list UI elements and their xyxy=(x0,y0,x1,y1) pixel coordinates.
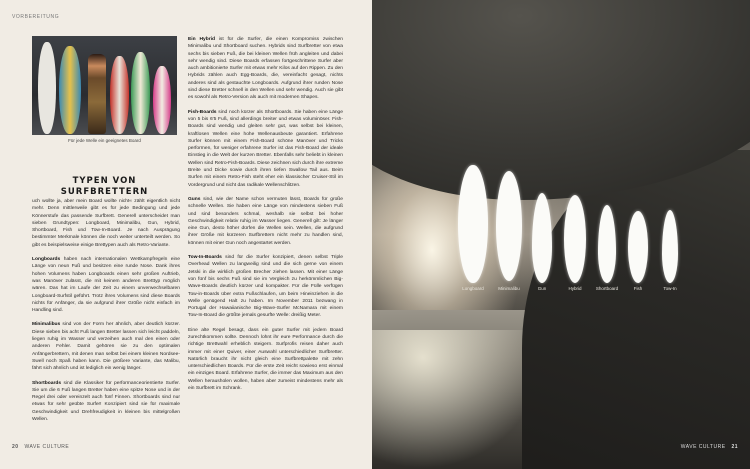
paragraph-conclusion: Eine alte Regel besagt, dass ein guter Surfer mit jedem Board zurechtkommen sollte. Dennoch lohnt ihr eure Performance durch die richtige Brettwahl erheblich steigern. Surfprofis reisen daher auch immer mit einer Quiver, einer Auswahl unterschiedlicher Surfbretter. Natürlich braucht ihr nicht gleich eine Surfbrettpalette mit zehn unterschiedlichen Boards. Für die erste Zeit reicht sowieso erst einmal ein einziges Board. Erfahrene Surfer, die immer das Maximum aus den Wellen herausholen wollen, haben aber zumeist mindestens mehr als ein Surfbrett im Schrank. xyxy=(188,327,343,392)
heading-line-2: SURFBRETTERN xyxy=(60,187,149,197)
paragraph-hybrid: Ein Hybrid ist für die Surfer, die einen Kompromiss zwischen Minimalibu und Shortboard suchen. Hybrids sind Surfbretter von etwa sechs bis sieben Fuß, die bei kleinen Wellen früh angleiten und dabei sehr wendig sind. Diese Boards erfassen fortgeschrittene Surfer aber auch ambitionierte Surfer mit etwas mehr Kilos auf den Rippen. Zu den Hybrids zählen auch Egg-Boards, die, vereinfacht gesagt, nichts anderes sind als gestauchte Longboards. Aufgrund ihrer runden Nose sind diese Bretter schnell in den Wellen und sehr wendig. Auch sie gibt es sowohl als Retro-Version als auch mit modernen Shapes. xyxy=(188,37,343,101)
board-shape-gun xyxy=(532,193,552,283)
board-label: Tow-In xyxy=(663,286,677,291)
surfboards-photo xyxy=(32,36,177,135)
left-magazine-name: WAVE CULTURE xyxy=(24,444,70,450)
paragraph-minimalibus: Minimalibus sind von der Form her ähnlich, aber deutlich kürzer. Diese sieben bis acht Fuß langen Bretter lassen sich leicht paddeln, liegen ruhig im Wasser und verzeihen auch mal den einen oder anderen Fehler. Damit gehören sie zu den optimalen Anfängerbrettern, mit denen man selbst bei einem kleinen Nordsee-Swell noch Spaß haben kann. Die größere Variante, das Malibu, fährt sich ähnlich und ist lediglich ein wenig länger. xyxy=(32,322,180,372)
board-shape-hybrid xyxy=(564,195,586,283)
board-shape-fish xyxy=(628,211,648,283)
paragraph-shortboards: Shortboards sind die Klassiker für performanceorientierte Surfer. Sie um die 6 Fuß langen Bretter haben eine spitze Nose und in der Regel drei oder vereinzelt auch fünf Finnen. Shortboards sind nur etwas für sehr geübte Surfer! Konzipiert sind sie für maximale Geschwindigkeit und Drehfreudigkeit in kleinen bis mittelgroßen Wellen. xyxy=(32,380,180,423)
photo-caption: Für jede Welle ein geeignetes Board xyxy=(68,138,141,143)
right-magazine-name: WAVE CULTURE xyxy=(680,444,726,450)
board-label: Minimalibu xyxy=(498,286,520,291)
board-label: Fish xyxy=(633,286,643,291)
board-label: Gun xyxy=(537,286,547,291)
left-page-number: 20 xyxy=(12,444,19,450)
right-folio xyxy=(681,444,738,450)
paragraph-intro: uch wollte ja, aber mein Board wollte nicht« zählt eigentlich nicht mehr. Denn mittlerweile gibt es für jede Bedingung und jede Könnerstufe das passende Surfbrett. Generell unterscheidet man sieben Grundtypen: Longboard, Minimalibu, Gun, Hybrid, Shortboard, Fish und Tow-In-Board. Je nach Ausprägung bestimmter Merkmale können die noch weiter unterteilt werden. So gibt es beispielsweise einige Brettypen auch als Retro-Variante. xyxy=(32,199,180,248)
board-label: Hybrid xyxy=(568,286,582,291)
paragraph-longboards: Longboards haben nach internationalen Wettkampfregeln eine Länge von neun Fuß und besitzen eine runde Nose. Dank ihres hohen Volumens haben Longboards einen sehr großen Auftrieb, was Manöver zulässt, die mit keinem anderen Bretttyp möglich wären. Das hat im Laufe der Zeit zu einem unverwechselbaren Longboard-Surfstil geführt. Trotz ihres Volumens sind diese Boards nichts für Anfänger, da sie aufgrund ihrer Größe nicht einfach im Handling sind. xyxy=(32,257,180,314)
paragraph-guns: Guns sind, wie der Name schon vermuten lässt, Boards für große schnelle Wellen. Sie haben eine Länge von mindestens sieben Fuß und sind besonders schmal, weshalb sie selbst bei hoher Geschwindigkeit relativ ruhig im Wasser liegen. Generell gilt: Je länger eine Gun, desto höher dürfen die Wellen sein. Wellen, die aufgrund ihrer Größe mit kürzeren Surfbrettern nicht mehr zu handlen sind, können mit einer Gun noch angestartet werden. xyxy=(188,196,343,246)
board-label: Shortboard xyxy=(595,286,619,291)
board-shape-longboard xyxy=(458,165,488,283)
left-folio xyxy=(12,444,69,450)
section-header: VORBEREITUNG xyxy=(12,14,60,20)
board-label: Longboard xyxy=(462,286,484,291)
paragraph-tow-in: Tow-In-Boards sind für die Surfer konzipiert, denen selbst Triple Overhead Wellen zu langweilig sind und die sich gerne von einem Jetski in die wirklich großen Brecher ziehen lassen. Mit einer Länge von fünf bis sechs Fuß sind sie im Vergleich zu herkömmlichen Big-Wave-Boards deutlich kürzer und kompakter. Für die Fülle verfügen Tow-in-Boards über extra Fußschlaufen, um beim Hineinziehen in die Welle genügend Halt zu haben. Im November 2011 bezwang in Portugal der Hawaiianische Big-Wave-Surfer McNamara mit einem Tow-In-Board die größte jemals gesurfte Welle: dreißig Meter. xyxy=(188,255,343,319)
board-shape-shortboard xyxy=(598,205,616,283)
section-heading xyxy=(32,176,177,198)
board-shape-tow-in xyxy=(662,210,678,283)
middle-text-column xyxy=(188,36,343,454)
right-page-number: 21 xyxy=(731,444,738,450)
left-page xyxy=(0,0,372,469)
sun-glare xyxy=(372,330,542,469)
board-shapes-lineup xyxy=(456,165,696,295)
heading-line-1: TYPEN VON xyxy=(72,176,137,186)
board-shape-minimalibu xyxy=(496,171,522,281)
right-page-wave-photo xyxy=(372,0,750,469)
left-text-column xyxy=(32,198,180,453)
paragraph-fish: Fish-Boards sind noch kürzer als Shortboards. Sie haben eine Länge von 5 bis 6'5 Fuß, sind allerdings breiter und etwas voluminöser. Fish-Boards sind wendig und gleiten sehr gut, was selbst bei kleinen, kraftlosen Wellen eine hohe Wellenausbeute garantiert. Erfahrene Surfer können mit einem Fish-Board schöne Manöver und Tricks performen, für weniger erfahrene Surfer ist das Fish-Board der ideale Einstieg in die Welt der kurzen Bretter. Ebenfalls sehr beliebt in kleinen Wellen sind Retro-Fish-Boards. Diese zeichnen sich durch ihre extreme Breite und Dicke sowie durch ihren tiefen Swallow Tail aus. Beim Surfen mit einem Retro-Fish steht eher ein klassischer Cruiser-Stil im Vordergrund und nicht das radikale Wellenschlitzen. xyxy=(188,109,343,188)
